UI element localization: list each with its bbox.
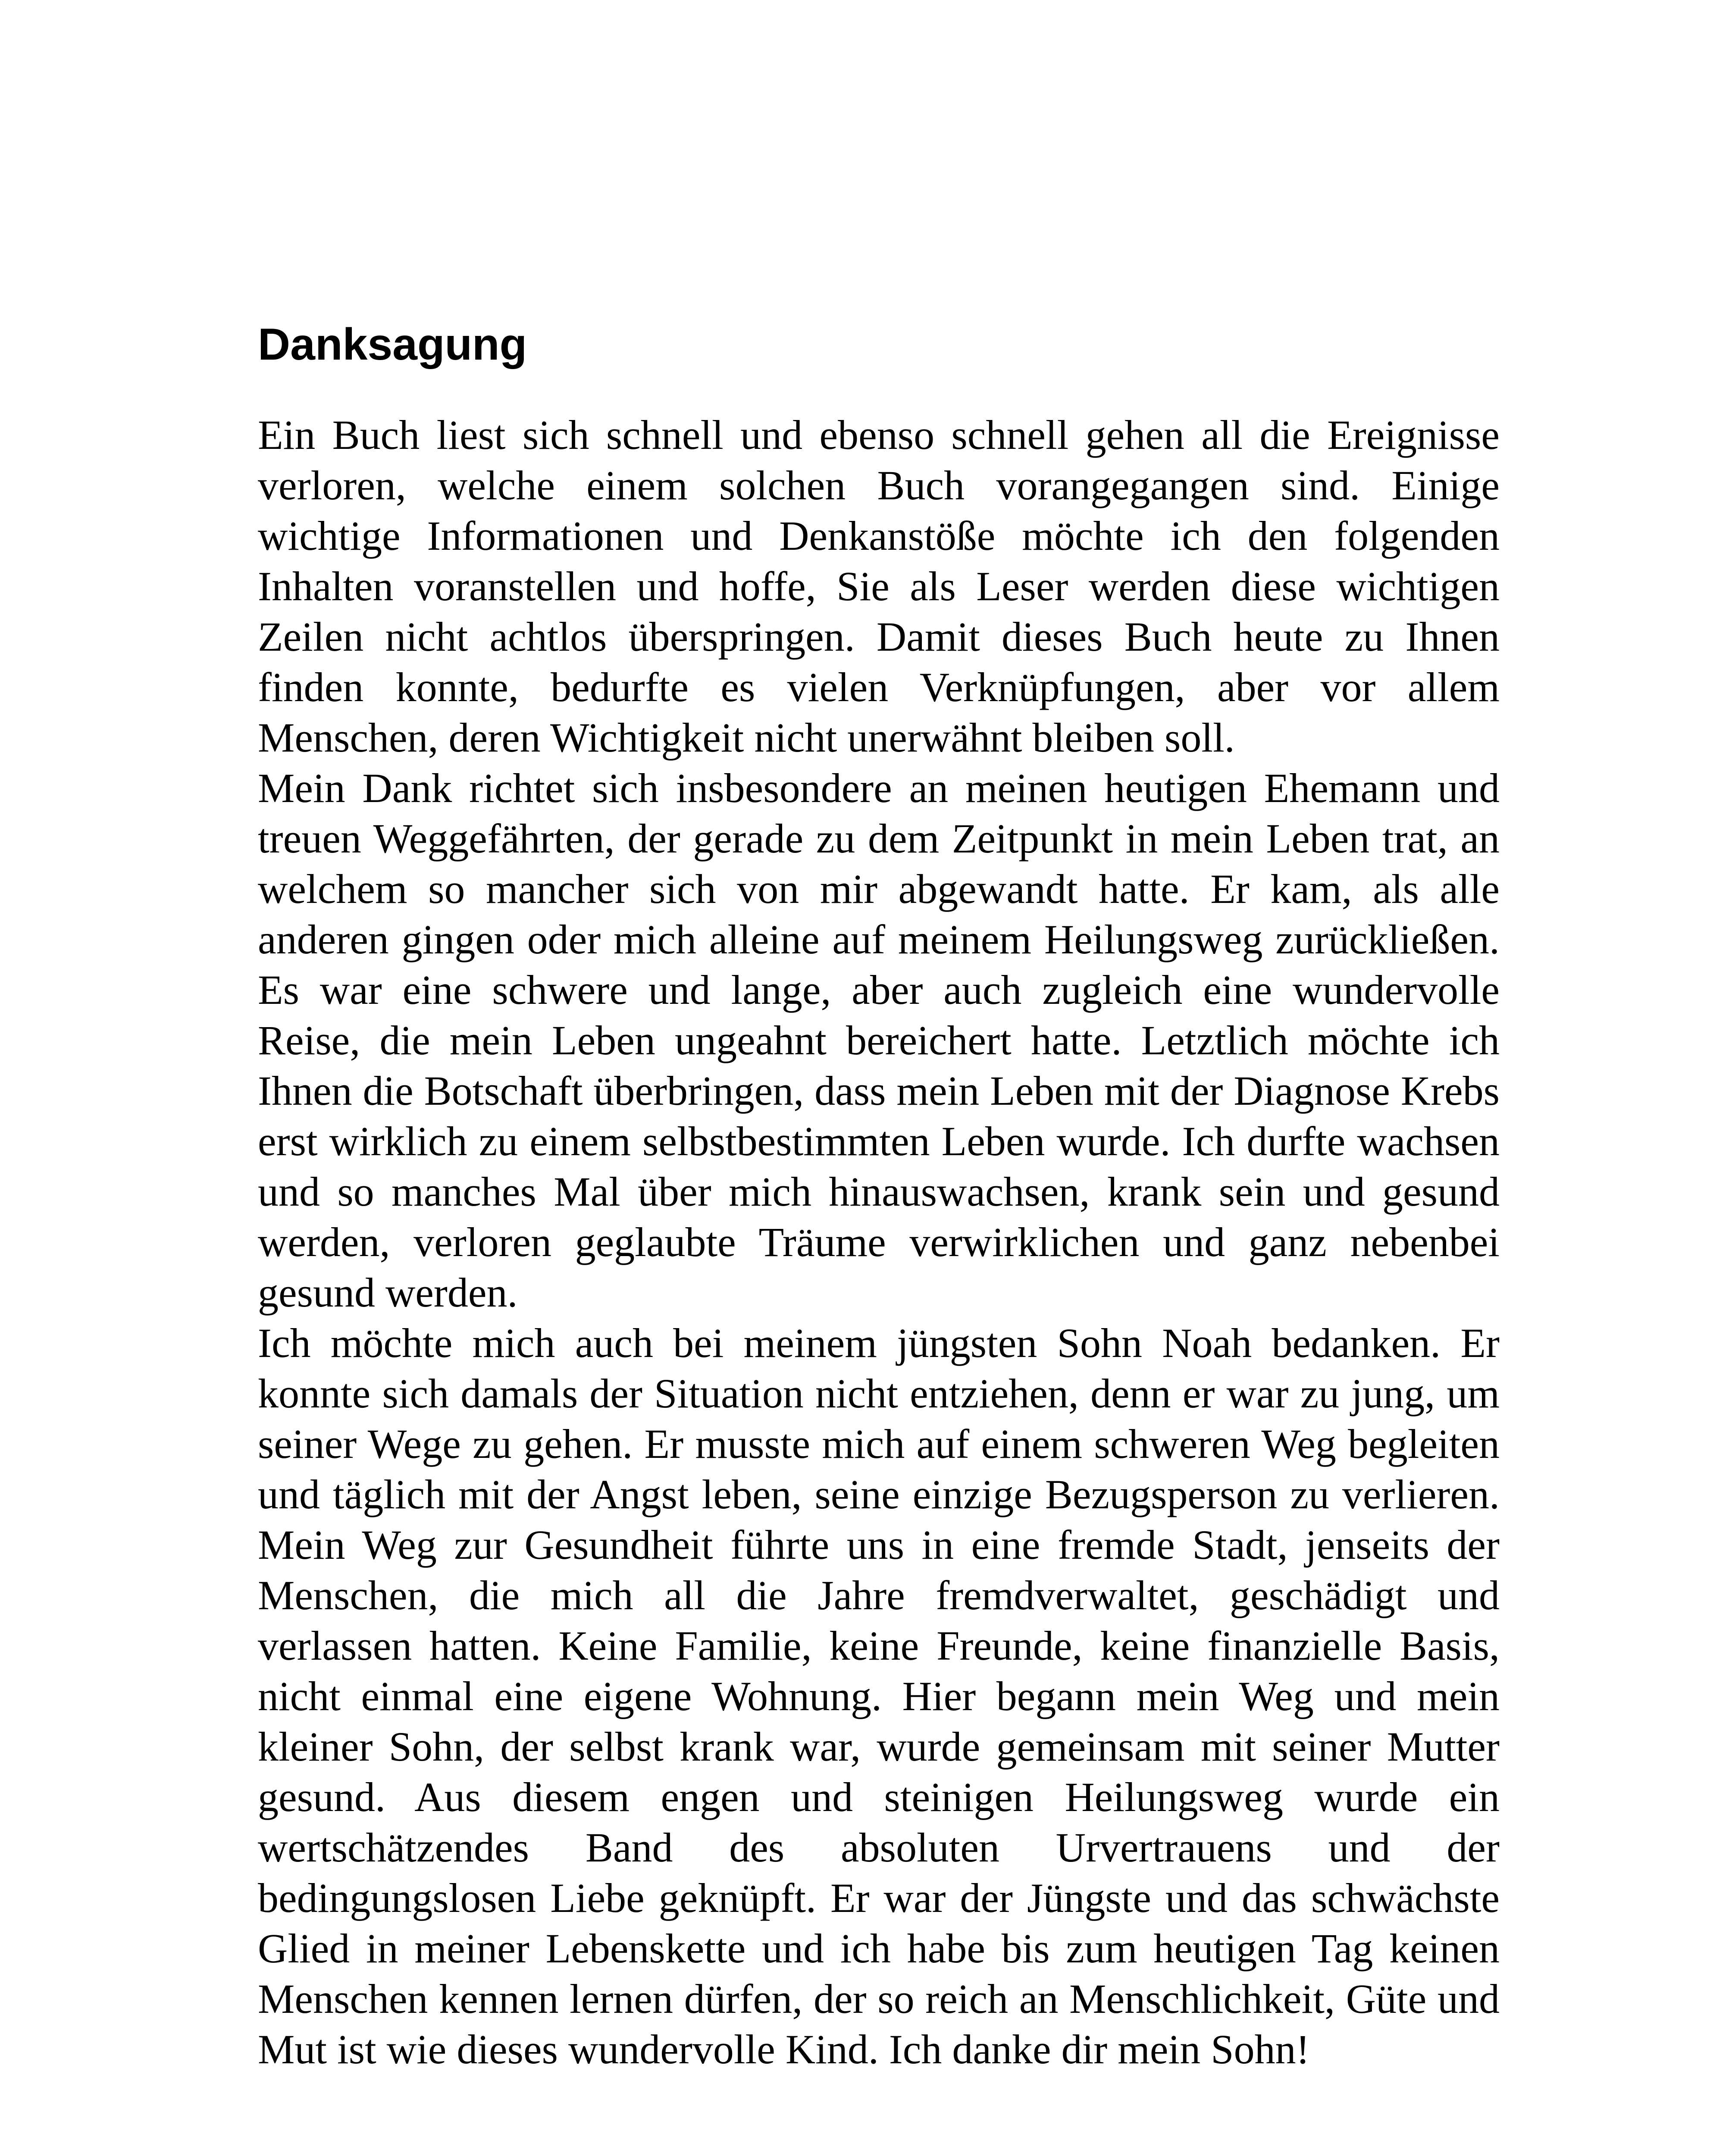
paragraph-son: Ich möchte mich auch bei meinem jüngsten Sohn Noah bedanken. Er konnte sich damals der Situation nicht entziehen, denn er war zu jung, um seiner Wege zu gehen. Er musste mich auf einem schweren Weg begleiten und täglich mit der Angst leben, seine einzige Bezugsperson zu verlieren. Mein Weg zur Gesundheit führte uns in eine fremde Stadt, jenseits der Menschen, die mich all die Jahre fremdverwaltet, geschädigt und verlassen hatten. Keine Familie, keine Freunde, keine finanzielle Basis, nicht einmal eine eigene Wohnung. Hier begann mein Weg und mein kleiner Sohn, der selbst krank war, wurde gemeinsam mit seiner Mutter gesund. Aus diesem engen und steinigen Heilungsweg wurde ein wertschätzendes Band des absoluten Urvertrauens und der bedingungslosen Liebe geknüpft. Er war der Jüngste und das schwächste Glied in meiner Lebenskette und ich habe bis zum heutigen Tag keinen Menschen kennen lernen dürfen, der so reich an Menschlichkeit, Güte und Mut ist wie dieses wundervolle Kind. Ich danke dir mein Sohn! (258, 1320, 1500, 2072)
page-title: Danksagung (258, 320, 527, 370)
body-text (258, 410, 1500, 2075)
paragraph-intro: Ein Buch liest sich schnell und ebenso schnell gehen all die Ereignisse verloren, welche einem solchen Buch vorangegangen sind. Einige wichtige Informationen und Denkanstöße möchte ich den folgenden Inhalten voranstellen und hoffe, Sie als Leser werden diese wichtigen Zeilen nicht achtlos überspringen. Damit dieses Buch heute zu Ihnen finden konnte, bedurfte es vielen Verknüpfungen, aber vor allem Menschen, deren Wichtigkeit nicht unerwähnt bleiben soll. (258, 412, 1500, 761)
paragraph-husband: Mein Dank richtet sich insbesondere an meinen heutigen Ehemann und treuen Weggefährten, der gerade zu dem Zeitpunkt in mein Leben trat, an welchem so mancher sich von mir abgewandt hatte. Er kam, als alle anderen gingen oder mich alleine auf meinem Heilungsweg zurückließen. Es war eine schwere und lange, aber auch zugleich eine wundervolle Reise, die mein Leben ungeahnt bereichert hatte. Letztlich möchte ich Ihnen die Botschaft überbringen, dass mein Leben mit der Diagnose Krebs erst wirklich zu einem selbstbestimmten Leben wurde. Ich durfte wachsen und so manches Mal über mich hinauswachsen, krank sein und gesund werden, verloren geglaubte Träume verwirklichen und ganz nebenbei gesund werden. (258, 765, 1500, 1316)
